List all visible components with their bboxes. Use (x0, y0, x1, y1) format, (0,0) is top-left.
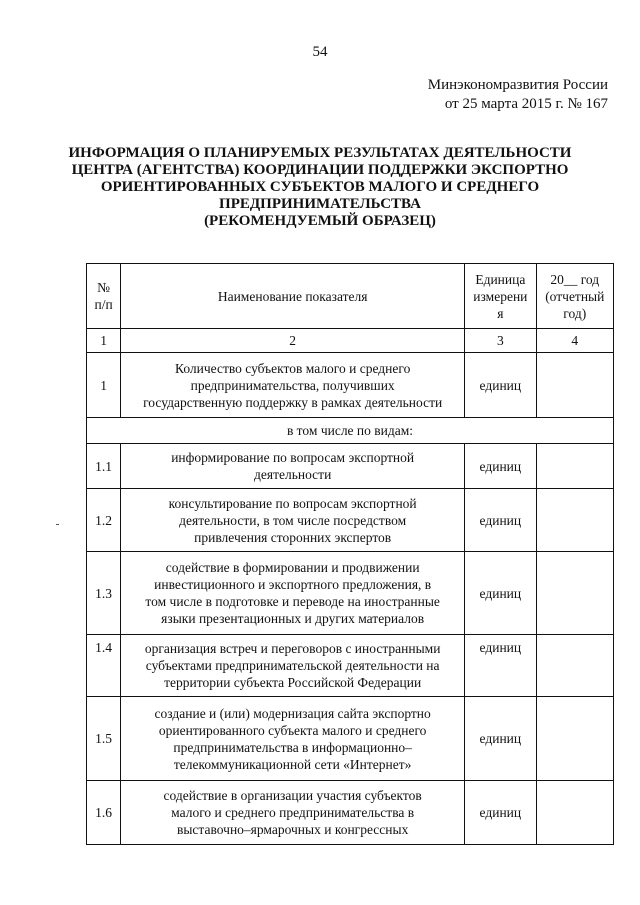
table-row (87, 353, 614, 418)
title-line: (РЕКОМЕНДУЕМЫЙ ОБРАЗЕЦ) (204, 213, 436, 229)
row-name: содействие в организации участия субъектов малого и среднего предпринимательства в выставочно–ярмарочных и конгрессных (121, 781, 465, 845)
header-num: № п/п (87, 264, 121, 329)
title-line: ОРИЕНТИРОВАННЫХ СУБЪЕКТОВ МАЛОГО И СРЕДНЕГО (100, 179, 540, 195)
row-num: 1.3 (87, 552, 121, 635)
order-date: от 25 марта 2015 г. № 167 (444, 96, 608, 112)
row-unit: единиц (465, 781, 536, 845)
subheader-row (87, 418, 614, 444)
header-unit: Единица измерени я (465, 264, 536, 329)
table-row (87, 552, 614, 635)
document-title (26, 145, 614, 230)
row-num: 1.5 (87, 697, 121, 781)
table-row (87, 444, 614, 489)
title-line: ЦЕНТРА (АГЕНТСТВА) КООРДИНАЦИИ ПОДДЕРЖКИ ЭКСПОРТНО (71, 162, 569, 178)
margin-mark (56, 524, 59, 525)
table-row (87, 697, 614, 781)
column-number: 4 (536, 329, 613, 353)
row-num: 1.4 (87, 635, 121, 697)
row-value (536, 489, 613, 552)
row-unit: единиц (465, 353, 536, 418)
row-unit: единиц (465, 444, 536, 489)
row-value (536, 635, 613, 697)
row-value (536, 353, 613, 418)
row-name: содействие в формировании и продвижении инвестиционного и экспортного предложения, в том числе в подготовке и переводе на иностранные языки презентационных и других материалов (121, 552, 465, 635)
row-value (536, 444, 613, 489)
column-number: 1 (87, 329, 121, 353)
row-name: Количество субъектов малого и среднего предпринимательства, получивших государственную поддержку в рамках деятельности (121, 353, 465, 418)
row-unit: единиц (465, 489, 536, 552)
table-row (87, 781, 614, 845)
header-name: Наименование показателя (121, 264, 465, 329)
row-value (536, 781, 613, 845)
row-unit: единиц (465, 635, 536, 697)
row-num: 1.2 (87, 489, 121, 552)
page-number: 54 (312, 44, 328, 60)
row-name: консультирование по вопросам экспортной деятельности, в том числе посредством привлечения сторонних экспертов (121, 489, 465, 552)
row-unit: единиц (465, 697, 536, 781)
row-num: 1 (87, 353, 121, 418)
title-line: ИНФОРМАЦИЯ О ПЛАНИРУЕМЫХ РЕЗУЛЬТАТАХ ДЕЯТЕЛЬНОСТИ (68, 145, 572, 161)
subheader-text: в том числе по видам: (87, 418, 614, 444)
table-row (87, 635, 614, 697)
row-name: организация встреч и переговоров с иностранными субъектами предпринимательской деятельности на территории субъекта Российской Федерации (121, 635, 465, 697)
row-value (536, 552, 613, 635)
title-line: ПРЕДПРИНИМАТЕЛЬСТВА (219, 196, 421, 212)
column-number: 2 (121, 329, 465, 353)
column-number: 3 (465, 329, 536, 353)
row-value (536, 697, 613, 781)
row-num: 1.6 (87, 781, 121, 845)
row-name: информирование по вопросам экспортной деятельности (121, 444, 465, 489)
row-name: создание и (или) модернизация сайта экспортно ориентированного субъекта малого и среднего предпринимательства в информационно– телекоммуникационной сети «Интернет» (121, 697, 465, 781)
results-table (86, 263, 614, 845)
table-row (87, 489, 614, 552)
ministry-reference (428, 76, 608, 114)
row-unit: единиц (465, 552, 536, 635)
table-header-row (87, 264, 614, 329)
header-year: 20__ год (отчетный год) (536, 264, 613, 329)
column-number-row (87, 329, 614, 353)
ministry-name: Минэкономразвития России (427, 77, 608, 93)
row-num: 1.1 (87, 444, 121, 489)
